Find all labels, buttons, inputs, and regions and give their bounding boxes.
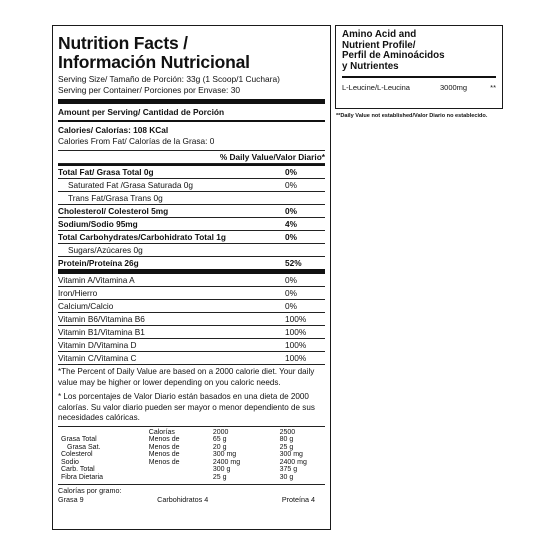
reference-header-row: Calorías 2000 2500 — [148, 428, 296, 436]
amino-title-4: y Nutrientes — [342, 60, 399, 72]
amino-title-1: Amino Acid and — [342, 29, 417, 40]
calories: Calories/ Calorías: 108 KCal — [58, 125, 169, 135]
reference-row: Colesterol Menos de 300 mg 300 mg — [61, 451, 303, 459]
calories-block — [58, 122, 325, 151]
cal-protein: Proteína 4 — [281, 494, 315, 504]
vitamin-row: Vitamin B1/Vitamina B1 100% — [58, 326, 325, 339]
vitamin-row: Vitamin A/Vitamina A 0% — [58, 274, 325, 287]
nutrient-list — [58, 166, 325, 269]
vitamin-list — [58, 274, 325, 365]
servings-per-container: Serving per Container/ Porciones por Envase: 30 — [58, 85, 241, 95]
amino-mark: ** — [490, 83, 496, 92]
nutrient-row: Total Fat/ Grasa Total 0g 0% — [58, 166, 325, 179]
reference-table — [58, 427, 325, 484]
nutrient-row: Trans Fat/Grasa Trans 0g — [58, 192, 325, 205]
amino-row — [342, 83, 496, 92]
nutrition-title-es: Información Nutricional — [58, 52, 250, 72]
reference-row: Carb. Total 300 g 375 g — [61, 466, 298, 474]
amino-divider — [342, 76, 496, 78]
amino-title-2: Nutrient Profile/ — [342, 39, 416, 51]
nutrient-row: Total Carbohydrates/Carbohidrato Total 1g 0% — [58, 231, 325, 244]
vitamin-row: Vitamin B6/Vitamina B6 100% — [58, 313, 325, 326]
nutrient-row: Saturated Fat /Grasa Saturada 0g 0% — [58, 179, 325, 192]
nutrient-row: Cholesterol/ Colesterol 5mg 0% — [58, 205, 325, 218]
amino-acid-panel — [335, 25, 503, 109]
reference-row: Grasa Sat. Menos de 20 g 25 g — [67, 443, 294, 451]
nutrient-row: Sodium/Sodio 95mg 4% — [58, 218, 325, 231]
reference-row: Sodio Menos de 2400 mg 2400 mg — [61, 458, 307, 466]
nutrition-title-en: Nutrition Facts / — [58, 33, 188, 53]
amino-title-3: Perfil de Aminoácidos — [342, 50, 445, 61]
cal-carbs: Carbohidratos 4 — [157, 494, 209, 504]
daily-value-header: % Daily Value/Valor Diario* — [58, 151, 325, 164]
daily-value-footnote: **Daily Value not established/Valor Diario no establecido. — [336, 113, 488, 119]
daily-value-note-en: *The Percent of Daily Value are based on a 2000 calorie diet. Your daily value may be higher or lower depending on you caloric needs. — [58, 367, 315, 387]
amino-label: L-Leucine/L-Leucina — [342, 83, 410, 92]
amino-amount: 3000mg — [440, 83, 468, 92]
cal-per-gram-label: Calorías por gramo: — [58, 485, 122, 495]
amount-header: Amount per Serving/ Cantidad de Porción — [58, 107, 225, 117]
reference-row: Fibra Dietaria 25 g 30 g — [61, 474, 294, 482]
vitamin-row: Calcium/Calcio 0% — [58, 300, 325, 313]
reference-row: Grasa Total Menos de 65 g 80 g — [61, 436, 294, 444]
nutrition-facts-panel — [52, 25, 331, 530]
cal-per-gram-values — [58, 495, 325, 504]
vitamin-row: Vitamin D/Vitamina D 100% — [58, 339, 325, 352]
calories-from-fat: Calories From Fat/ Calorías de la Grasa: 0 — [58, 136, 215, 146]
calories-per-gram — [58, 484, 325, 504]
vitamin-row: Iron/Hierro 0% — [58, 287, 325, 300]
cal-fat: Grasa 9 — [58, 494, 84, 504]
serving-size: Serving Size/ Tamaño de Porción: 33g (1 Scoop/1 Cuchara) — [58, 74, 280, 84]
nutrient-row: Sugars/Azúcares 0g — [58, 244, 325, 257]
nutrient-row: Protein/Proteína 26g 52% — [58, 258, 302, 268]
vitamin-row: Vitamin C/Vitamina C 100% — [58, 352, 325, 365]
daily-value-note-es: * Los porcentajes de Valor Diario están basados en una dieta de 2000 calorías. Su valor diario pueden ser mayor o menor dependiento de sus necesidades calóricas. — [58, 390, 325, 427]
